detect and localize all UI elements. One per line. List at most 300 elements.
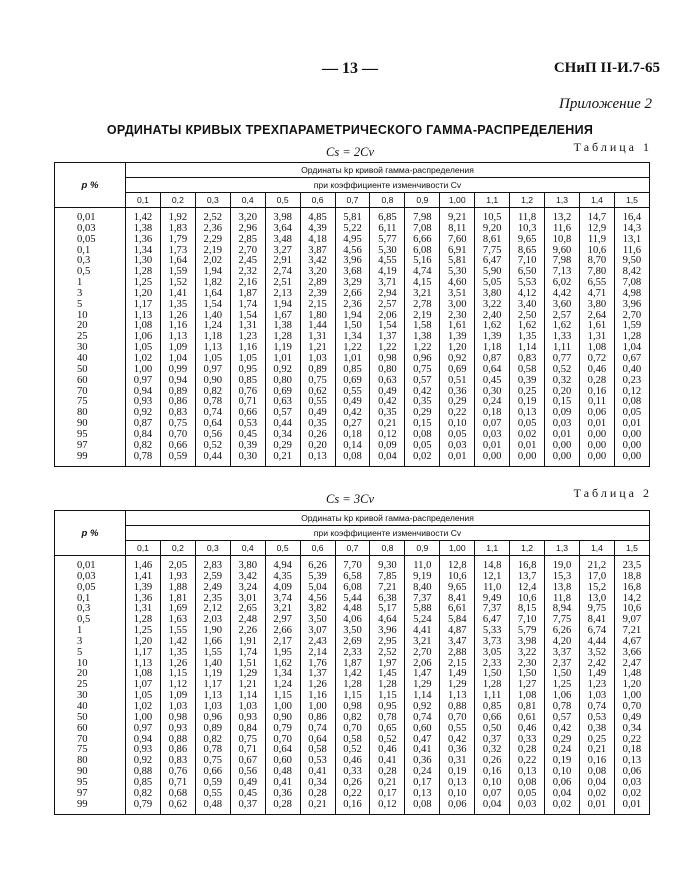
- table-cell: 0,55: [447, 722, 467, 734]
- table-cell: 8,42: [622, 266, 642, 278]
- table-cell: 2,06: [413, 657, 432, 669]
- table-cell: 0,61: [517, 711, 537, 723]
- column-header: 1,00: [440, 193, 475, 208]
- table-cell: 2,96: [238, 222, 257, 234]
- column-header: 1,3: [545, 193, 580, 208]
- table-cell: 4,44: [587, 635, 607, 647]
- table-cell: 2,29: [203, 233, 223, 245]
- table-cell: 0,32: [482, 744, 502, 756]
- table-cell: 2,19: [203, 244, 223, 256]
- table-cell: 1,16: [168, 320, 188, 332]
- table-cell: 0,18: [343, 428, 362, 440]
- table-cell: 0,10: [447, 787, 467, 799]
- table-cell: 0,94: [133, 733, 153, 745]
- table-cell: 0,16: [482, 766, 502, 778]
- column-header-row: [55, 541, 650, 556]
- column-header: 1,00: [440, 541, 475, 556]
- table-cell: 1,87: [343, 657, 362, 669]
- column-header: 0,1: [126, 541, 161, 556]
- table-cell: 11,8: [518, 212, 537, 223]
- table-cell: 0,60: [273, 755, 292, 767]
- table-cell: 0,66: [203, 766, 223, 778]
- table-cell: 3,20: [308, 266, 327, 278]
- table-cell: 0,34: [622, 722, 642, 734]
- table-cell: 2,36: [343, 298, 362, 310]
- table-cell: 1,58: [413, 320, 432, 332]
- table-cell: 0,21: [308, 798, 327, 810]
- table-cell: 0,92: [133, 407, 153, 419]
- p-value: 20: [77, 320, 88, 332]
- table-cell: 4,85: [308, 212, 327, 223]
- table-cell: 2,14: [308, 646, 327, 658]
- table-cell: 2,57: [378, 298, 397, 310]
- table-cell: 4,42: [552, 287, 572, 299]
- table-cell: 1,39: [447, 331, 467, 343]
- p-value: 0,1: [77, 244, 91, 256]
- table-cell: 0,30: [238, 450, 257, 462]
- table-cell: 2,33: [482, 657, 502, 669]
- table-cell: 0,34: [308, 776, 327, 788]
- table-cell: 0,05: [517, 418, 537, 430]
- table-cell: 1,13: [168, 331, 188, 343]
- table-cell: 0,63: [378, 374, 397, 386]
- table-cell: 0,04: [482, 798, 502, 810]
- table-cell: 1,29: [238, 668, 257, 680]
- table-cell: 0,03: [552, 418, 572, 430]
- table-cell: 0,21: [378, 418, 397, 430]
- table-cell: 0,55: [308, 396, 327, 408]
- table-cell: 6,91: [447, 244, 467, 256]
- value-column: [300, 208, 335, 467]
- table-cell: 0,02: [622, 787, 642, 799]
- table-cell: 8,65: [517, 244, 537, 256]
- column-header: 0,8: [370, 541, 405, 556]
- table-cell: 7,80: [587, 266, 607, 278]
- table-cell: 3,07: [308, 625, 327, 637]
- table-cell: 0,45: [238, 787, 257, 799]
- table-cell: 11,0: [413, 560, 432, 571]
- table-cell: 14,7: [587, 212, 607, 223]
- table-cell: 1,17: [203, 679, 223, 691]
- table-cell: 1,28: [273, 331, 292, 343]
- table1-header-main: Ординаты kp кривой гамма-распределения: [126, 163, 650, 178]
- value-column: [405, 208, 440, 467]
- table-cell: 5,17: [378, 603, 397, 615]
- table-cell: 0,57: [273, 407, 292, 419]
- table-cell: 0,82: [133, 439, 153, 451]
- p-value: 97: [77, 439, 88, 451]
- table-cell: 0,12: [622, 385, 642, 397]
- p-value: 90: [77, 418, 88, 430]
- table-cell: 0,42: [343, 407, 362, 419]
- table-cell: 2,74: [273, 266, 292, 278]
- table-cell: 0,17: [413, 776, 432, 788]
- table-cell: 0,26: [482, 755, 502, 767]
- table-cell: 0,08: [517, 776, 537, 788]
- table-cell: 0,84: [133, 428, 153, 440]
- value-column: [335, 556, 370, 815]
- table-cell: 3,98: [517, 635, 537, 647]
- column-header: 0,4: [230, 193, 265, 208]
- table-cell: 3,47: [447, 635, 467, 647]
- table-cell: 0,04: [587, 776, 607, 788]
- table-cell: 0,07: [482, 418, 502, 430]
- table-cell: 0,13: [517, 766, 537, 778]
- table-cell: 10,8: [552, 233, 572, 245]
- table-cell: 4,19: [378, 266, 397, 278]
- p-value: 99: [77, 450, 88, 462]
- table-cell: 1,74: [238, 298, 257, 310]
- value-column: [475, 208, 510, 467]
- table-cell: 1,14: [517, 342, 537, 354]
- table-cell: 8,41: [587, 614, 607, 626]
- table-cell: 3,50: [308, 614, 327, 626]
- column-header: 0,3: [195, 541, 230, 556]
- table-cell: 0,62: [308, 385, 327, 397]
- table-cell: 0,70: [273, 733, 292, 745]
- table-cell: 0,68: [168, 787, 188, 799]
- table-cell: 0,88: [133, 766, 153, 778]
- table-cell: 2,05: [168, 560, 188, 571]
- table-cell: 5,04: [308, 581, 327, 593]
- table-cell: 1,97: [378, 657, 397, 669]
- table-cell: 1,38: [273, 320, 292, 332]
- table-cell: 7,21: [378, 581, 397, 593]
- table-cell: 0,02: [552, 798, 572, 810]
- table-cell: 0,58: [343, 733, 362, 745]
- table-cell: 0,82: [203, 733, 223, 745]
- table-cell: 1,24: [203, 320, 223, 332]
- table-cell: 0,16: [587, 755, 607, 767]
- table-cell: 5,30: [378, 244, 397, 256]
- table-cell: 2,70: [413, 646, 432, 658]
- table-cell: 1,26: [168, 309, 188, 321]
- table-cell: 0,93: [238, 711, 257, 723]
- table-cell: 0,02: [587, 787, 607, 799]
- table-cell: 1,17: [133, 646, 153, 658]
- table-cell: 2,49: [203, 581, 223, 593]
- table-cell: 6,47: [482, 614, 502, 626]
- table-cell: 1,28: [622, 331, 642, 343]
- p-header: p %: [55, 163, 126, 208]
- table-cell: 3,29: [343, 277, 362, 289]
- table-cell: 1,39: [482, 331, 502, 343]
- table-cell: 0,87: [482, 352, 502, 364]
- p-value: 20: [77, 668, 88, 680]
- table-cell: 0,25: [587, 733, 607, 745]
- table-cell: 3,82: [308, 603, 327, 615]
- table-cell: 0,98: [378, 352, 397, 364]
- table-cell: 1,08: [133, 668, 153, 680]
- table-cell: 0,82: [343, 711, 362, 723]
- table-cell: 11,6: [622, 244, 642, 256]
- table-cell: 3,27: [273, 244, 292, 256]
- table-cell: 0,08: [622, 396, 642, 408]
- table-cell: 2,17: [273, 635, 292, 647]
- table-cell: 0,64: [203, 418, 223, 430]
- table-cell: 3,37: [552, 646, 572, 658]
- p-value: 0,05: [77, 233, 96, 245]
- table-cell: 0,75: [238, 733, 257, 745]
- table-cell: 0,38: [587, 722, 607, 734]
- table-cell: 1,15: [343, 690, 362, 702]
- table-cell: 0,01: [517, 439, 537, 451]
- table-cell: 3,74: [273, 592, 292, 604]
- table-cell: 4,20: [552, 635, 572, 647]
- table-cell: 1,28: [133, 266, 153, 278]
- table-cell: 0,82: [133, 787, 153, 799]
- table-cell: 0,22: [343, 787, 362, 799]
- table-cell: 1,08: [517, 690, 537, 702]
- p-value: 1: [77, 277, 83, 289]
- table-cell: 0,21: [587, 744, 607, 756]
- table-cell: 0,79: [133, 798, 153, 810]
- table-cell: 0,29: [413, 407, 432, 419]
- table-cell: 6,66: [413, 233, 432, 245]
- table-cell: 0,34: [273, 428, 292, 440]
- table-cell: 4,74: [413, 266, 432, 278]
- value-column: [195, 556, 230, 815]
- table-cell: 5,88: [413, 603, 432, 615]
- table-cell: 2,57: [552, 309, 572, 321]
- table-cell: 1,94: [273, 298, 292, 310]
- table-cell: 6,50: [517, 266, 537, 278]
- value-column: [579, 556, 614, 815]
- table-cell: 0,87: [133, 418, 153, 430]
- table-cell: 1,34: [133, 244, 153, 256]
- table-cell: 0,53: [587, 711, 607, 723]
- table-cell: 0,82: [203, 385, 223, 397]
- table-cell: 4,48: [343, 603, 362, 615]
- table-cell: 0,99: [168, 363, 188, 375]
- table-cell: 2,59: [203, 570, 223, 582]
- table-cell: 1,26: [168, 657, 188, 669]
- table-cell: 0,52: [343, 744, 362, 756]
- table-cell: 5,16: [413, 255, 432, 267]
- table-cell: 4,95: [343, 233, 362, 245]
- table-cell: 2,91: [273, 255, 292, 267]
- table-cell: 0,13: [622, 755, 642, 767]
- table-cell: 3,87: [308, 244, 327, 256]
- table-cell: 21,2: [587, 560, 607, 571]
- table-cell: 0,33: [517, 733, 537, 745]
- table-cell: 1,38: [133, 222, 153, 234]
- p-value: 25: [77, 679, 88, 691]
- table-cell: 0,70: [343, 722, 362, 734]
- table-cell: 4,67: [622, 635, 642, 647]
- table-cell: 1,24: [273, 679, 292, 691]
- table-cell: 0,16: [587, 385, 607, 397]
- table-cell: 1,28: [378, 679, 397, 691]
- table2-formula: Cs = 3Cv: [325, 492, 375, 506]
- table-cell: 3,05: [482, 646, 502, 658]
- table-cell: 0,08: [413, 428, 432, 440]
- table-cell: 0,85: [343, 363, 362, 375]
- table-cell: 1,29: [447, 679, 467, 691]
- column-header: 1,2: [510, 541, 545, 556]
- table-cell: 1,28: [133, 614, 153, 626]
- table-cell: 1,23: [587, 679, 607, 691]
- table-cell: 1,19: [203, 668, 223, 680]
- table2-label: Таблица 2: [573, 486, 652, 500]
- table-cell: 0,93: [133, 744, 153, 756]
- table-cell: 0,29: [447, 396, 467, 408]
- value-column: [160, 556, 195, 815]
- table-cell: 6,55: [587, 277, 607, 289]
- table-cell: 4,18: [308, 233, 327, 245]
- table-cell: 6,47: [482, 255, 502, 267]
- table-cell: 8,15: [517, 603, 537, 615]
- value-column: [265, 208, 300, 467]
- table-cell: 2,70: [238, 244, 257, 256]
- table-cell: 0,17: [378, 787, 397, 799]
- table2-header-sub: при коэффициенте изменчивости Cv: [126, 526, 650, 541]
- page-number: — 13 —: [322, 60, 378, 77]
- table-cell: 1,48: [622, 668, 642, 680]
- table-cell: 0,90: [203, 374, 223, 386]
- table-cell: 1,20: [447, 342, 467, 354]
- table-cell: 7,13: [552, 266, 572, 278]
- table-cell: 6,26: [552, 625, 572, 637]
- table-cell: 1,15: [168, 668, 188, 680]
- table-cell: 1,93: [168, 570, 188, 582]
- table-cell: 2,39: [308, 287, 327, 299]
- table-cell: 3,40: [517, 298, 537, 310]
- value-column: [440, 208, 475, 467]
- table-cell: 1,00: [133, 711, 153, 723]
- p-value: 0,05: [77, 581, 96, 593]
- table-cell: 0,00: [587, 439, 607, 451]
- p-value: 0,3: [77, 603, 91, 615]
- table-cell: 3,80: [238, 560, 257, 571]
- table-cell: 4,55: [378, 255, 397, 267]
- table-cell: 3,52: [587, 646, 607, 658]
- table-cell: 1,94: [343, 309, 362, 321]
- table-cell: 7,85: [378, 570, 397, 582]
- table-cell: 2,15: [308, 298, 327, 310]
- table-cell: 0,13: [447, 776, 467, 788]
- table-cell: 3,66: [622, 646, 642, 658]
- table-cell: 1,06: [133, 331, 153, 343]
- table-cell: 0,15: [413, 418, 432, 430]
- p-value: 10: [77, 309, 88, 321]
- table-cell: 0,75: [308, 374, 327, 386]
- p-value: 60: [77, 722, 88, 734]
- table-cell: 0,88: [168, 733, 188, 745]
- table-cell: 10,6: [517, 592, 537, 604]
- table-cell: 4,87: [447, 625, 467, 637]
- table-cell: 12,8: [447, 560, 467, 571]
- table-cell: 1,34: [343, 331, 362, 343]
- table-cell: 1,92: [168, 212, 188, 223]
- table-cell: 1,33: [552, 331, 572, 343]
- table-cell: 0,96: [203, 711, 223, 723]
- table-cell: 1,55: [203, 646, 223, 658]
- table-cell: 5,05: [482, 277, 502, 289]
- table-cell: 1,13: [447, 690, 467, 702]
- p-value: 25: [77, 331, 88, 343]
- table-cell: 0,52: [378, 733, 397, 745]
- table-cell: 3,98: [273, 212, 292, 223]
- table-cell: 11,0: [483, 581, 502, 593]
- table-cell: 0,41: [378, 755, 397, 767]
- table-cell: 0,41: [413, 744, 432, 756]
- table-cell: 0,86: [168, 396, 188, 408]
- table-cell: 6,08: [413, 244, 432, 256]
- table-cell: 0,89: [308, 363, 327, 375]
- table-cell: 10,3: [517, 222, 537, 234]
- table-cell: 0,01: [587, 798, 607, 810]
- table-cell: 0,71: [168, 776, 188, 788]
- table-cell: 8,11: [448, 222, 467, 234]
- table-cell: 10,5: [482, 212, 502, 223]
- table-cell: 0,47: [413, 733, 432, 745]
- p-value: 0,01: [77, 212, 96, 223]
- table-cell: 0,66: [168, 439, 188, 451]
- table-cell: 1,14: [238, 690, 257, 702]
- table-cell: 1,27: [517, 679, 537, 691]
- table-cell: 0,12: [378, 798, 397, 810]
- table-cell: 2,26: [238, 625, 257, 637]
- table-cell: 1,18: [482, 342, 502, 354]
- table-cell: 0,71: [238, 396, 257, 408]
- value-column: [545, 208, 580, 467]
- table-cell: 1,11: [483, 690, 502, 702]
- table-cell: 0,78: [203, 396, 223, 408]
- table-cell: 6,74: [587, 625, 607, 637]
- table-cell: 15,3: [552, 570, 572, 582]
- table-cell: 2,52: [203, 212, 223, 223]
- table-cell: 1,42: [133, 212, 153, 223]
- table-cell: 0,09: [552, 407, 572, 419]
- table-cell: 0,83: [168, 407, 188, 419]
- table-cell: 9,19: [413, 570, 432, 582]
- table-cell: 0,39: [238, 439, 257, 451]
- column-header: 1,2: [510, 193, 545, 208]
- table-cell: 0,01: [622, 418, 642, 430]
- table-cell: 0,35: [413, 396, 432, 408]
- table-cell: 2,51: [273, 277, 292, 289]
- table-cell: 0,65: [378, 722, 397, 734]
- table-cell: 0,03: [622, 776, 642, 788]
- table-cell: 1,08: [133, 320, 153, 332]
- table-cell: 0,10: [482, 776, 502, 788]
- p-value: 75: [77, 396, 88, 408]
- value-column: [614, 556, 649, 815]
- column-header: 1,5: [614, 541, 649, 556]
- table-cell: 1,31: [587, 331, 607, 343]
- table-cell: 0,52: [203, 439, 223, 451]
- table-cell: 0,08: [587, 766, 607, 778]
- table-cell: 7,75: [552, 614, 572, 626]
- table-cell: 0,16: [343, 798, 362, 810]
- table-cell: 0,04: [552, 787, 572, 799]
- table-cell: 0,46: [343, 755, 362, 767]
- page-title: ОРДИНАТЫ КРИВЫХ ТРЕХПАРАМЕТРИЧЕСКОГО ГАММА-РАСПРЕДЕЛЕНИЯ: [106, 123, 594, 137]
- table-cell: 1,54: [203, 298, 223, 310]
- table-cell: 7,60: [447, 233, 467, 245]
- table-cell: 1,80: [308, 309, 327, 321]
- table-cell: 2,13: [273, 287, 292, 299]
- table-body-row: [55, 208, 650, 467]
- table-cell: 0,00: [587, 450, 607, 462]
- table1-header-sub: при коэффициенте изменчивости Cv: [126, 178, 650, 193]
- table-cell: 0,80: [378, 363, 397, 375]
- table-cell: 1,42: [168, 635, 188, 647]
- table-cell: 1,59: [168, 266, 188, 278]
- table-cell: 1,25: [133, 277, 153, 289]
- table-cell: 6,02: [552, 277, 572, 289]
